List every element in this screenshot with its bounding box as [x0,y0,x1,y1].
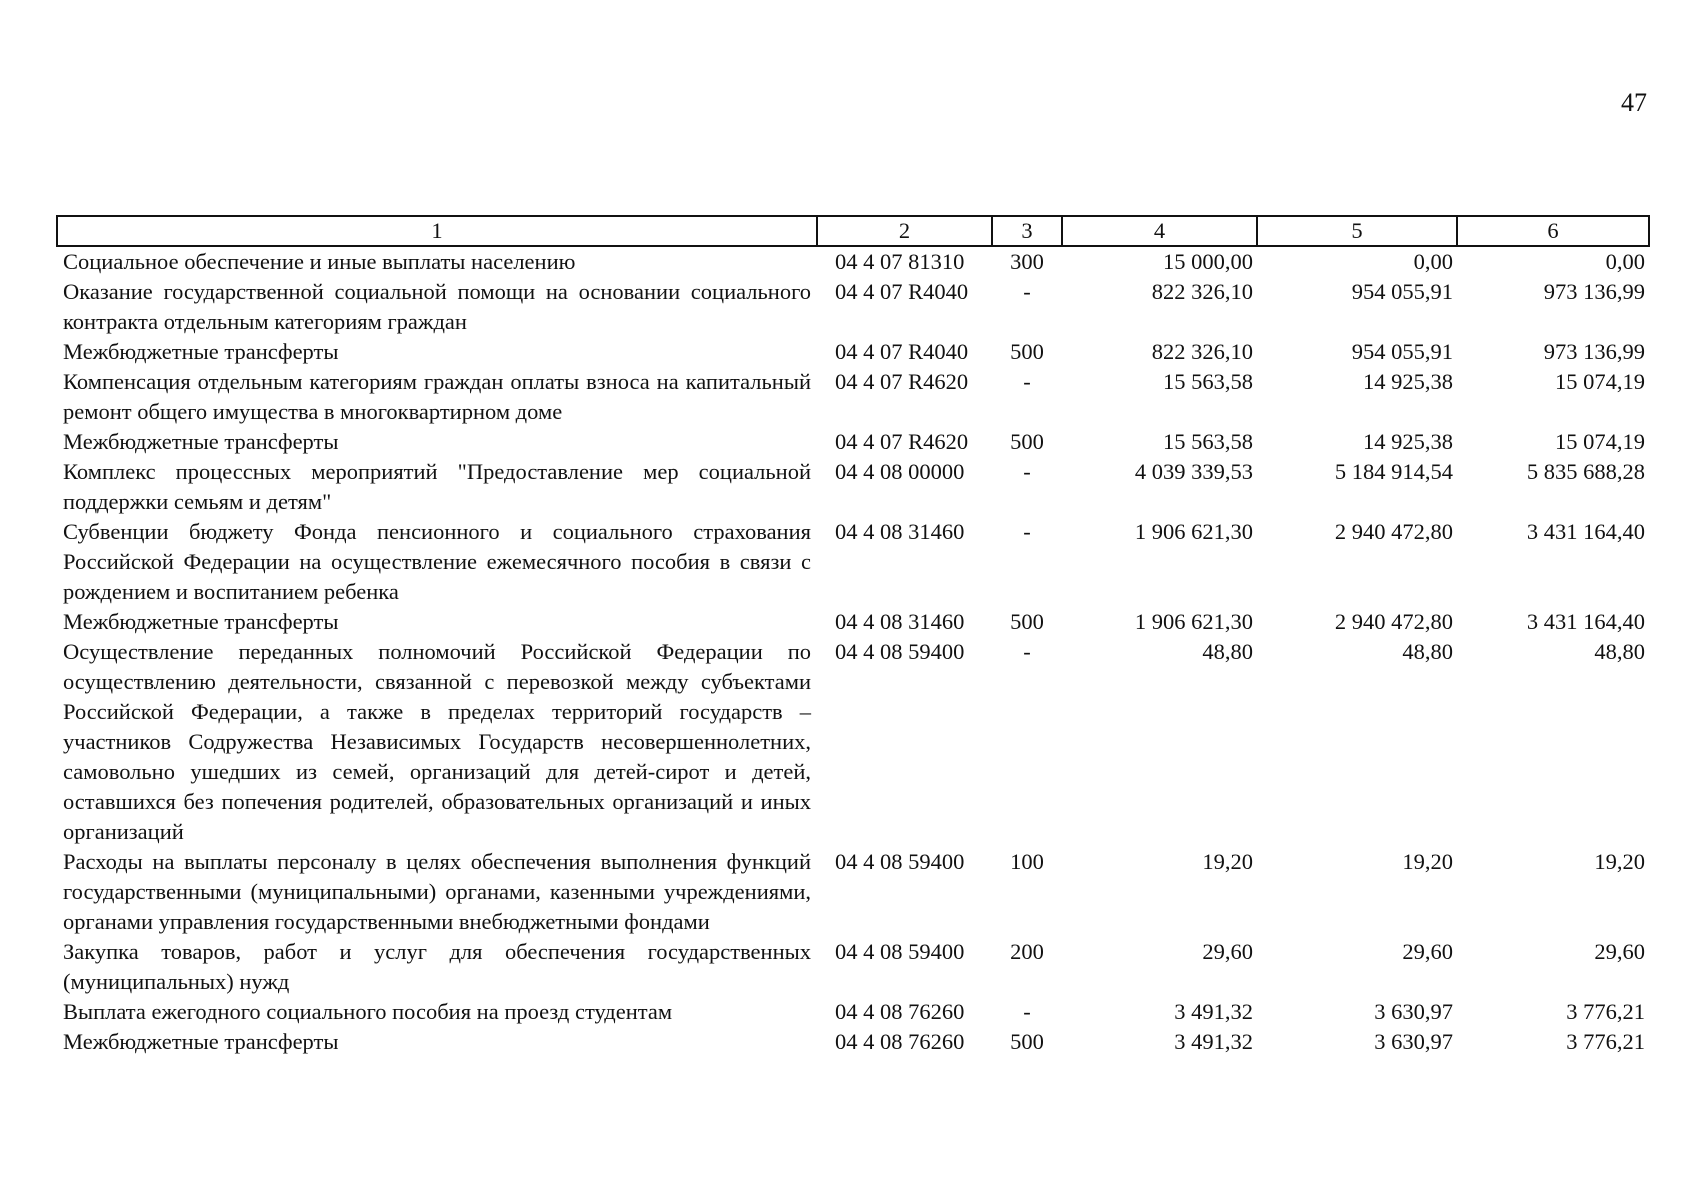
table-row [57,427,1649,457]
table-row [57,367,1649,427]
row-code: 04 4 08 59400 [835,849,965,874]
row-value-3: 0,00 [1605,249,1645,274]
header-col-4: 4 [1062,216,1257,246]
row-value-2: 29,60 [1402,939,1453,964]
row-value-3: 3 776,21 [1566,1029,1645,1054]
table-header-row [57,216,1649,246]
header-col-1: 1 [57,216,817,246]
row-type: 500 [1010,429,1044,454]
row-value-1: 3 491,32 [1174,1029,1253,1054]
row-code: 04 4 08 59400 [835,939,965,964]
row-value-3: 973 136,99 [1543,279,1645,304]
row-name: Расходы на выплаты персоналу в целях обеспечения выполнения функций государственными (муниципальными) органами, казенными учреждениями, органами управления государственными внебюджетными фондами [63,849,811,934]
budget-table [56,215,1650,1057]
row-code: 04 4 07 R4040 [835,279,969,304]
row-code: 04 4 08 31460 [835,519,965,544]
row-value-1: 15 563,58 [1163,429,1253,454]
header-col-3: 3 [992,216,1062,246]
row-value-2: 954 055,91 [1351,339,1453,364]
row-value-3: 3 776,21 [1566,999,1645,1024]
row-name: Выплата ежегодного социального пособия на проезд студентам [63,999,673,1024]
row-code: 04 4 08 00000 [835,459,965,484]
row-name: Межбюджетные трансферты [63,429,339,454]
row-value-1: 15 000,00 [1163,249,1253,274]
header-col-2: 2 [817,216,992,246]
row-value-3: 48,80 [1594,639,1645,664]
row-value-3: 15 074,19 [1555,369,1645,394]
row-name: Комплекс процессных мероприятий "Предоставление мер социальной поддержки семьям и детям" [63,459,811,514]
row-value-3: 3 431 164,40 [1526,609,1645,634]
row-name: Осуществление переданных полномочий Российской Федерации по осуществлению деятельности, связанной с перевозкой между субъектами Российской Федерации, а также в пределах территорий государств – участников Содружества Независимых Государств несовершеннолетних, самовольно ушедших из семей, организаций для детей-сирот и детей, оставшихся без попечения родителей, образовательных организаций и иных организаций [63,639,811,844]
row-type: 500 [1010,609,1044,634]
row-value-3: 973 136,99 [1543,339,1645,364]
row-value-3: 3 431 164,40 [1526,519,1645,544]
row-value-1: 48,80 [1202,639,1253,664]
table-row [57,1027,1649,1057]
table-row [57,637,1649,847]
row-type: - [1023,999,1031,1024]
row-value-1: 4 039 339,53 [1134,459,1253,484]
row-code: 04 4 08 76260 [835,1029,965,1054]
row-type: 100 [1010,849,1044,874]
row-name: Межбюджетные трансферты [63,1029,339,1054]
table-row [57,937,1649,997]
row-value-2: 0,00 [1413,249,1453,274]
row-value-2: 2 940 472,80 [1334,519,1453,544]
header-col-6: 6 [1457,216,1649,246]
row-code: 04 4 07 R4040 [835,339,969,364]
row-code: 04 4 07 R4620 [835,429,969,454]
table-row [57,607,1649,637]
row-code: 04 4 08 59400 [835,639,965,664]
row-name: Межбюджетные трансферты [63,339,339,364]
row-value-3: 15 074,19 [1555,429,1645,454]
row-value-1: 1 906 621,30 [1134,519,1253,544]
row-name: Межбюджетные трансферты [63,609,339,634]
table-row [57,277,1649,337]
row-value-2: 3 630,97 [1374,1029,1453,1054]
row-name: Закупка товаров, работ и услуг для обеспечения государственных (муниципальных) нужд [63,939,811,994]
row-name: Оказание государственной социальной помощи на основании социального контракта отдельным категориям граждан [63,279,811,334]
table-row [57,337,1649,367]
row-type: 500 [1010,339,1044,364]
table-row [57,246,1649,277]
row-value-1: 3 491,32 [1174,999,1253,1024]
table-row [57,517,1649,607]
row-code: 04 4 08 76260 [835,999,965,1024]
row-type: - [1023,639,1031,664]
row-type: - [1023,519,1031,544]
row-type: - [1023,279,1031,304]
row-value-2: 19,20 [1402,849,1453,874]
header-col-5: 5 [1257,216,1457,246]
table-body [57,246,1649,1057]
row-value-1: 15 563,58 [1163,369,1253,394]
row-code: 04 4 07 R4620 [835,369,969,394]
page-number: 47 [1621,88,1647,117]
row-value-1: 822 326,10 [1151,339,1253,364]
row-value-2: 5 184 914,54 [1334,459,1453,484]
table-row [57,847,1649,937]
row-type: - [1023,369,1031,394]
row-value-1: 29,60 [1202,939,1253,964]
row-type: 200 [1010,939,1044,964]
row-type: 500 [1010,1029,1044,1054]
row-name: Субвенции бюджету Фонда пенсионного и социального страхования Российской Федерации на осуществление ежемесячного пособия в связи с рождением и воспитанием ребенка [63,519,811,604]
row-value-3: 29,60 [1594,939,1645,964]
row-value-1: 19,20 [1202,849,1253,874]
row-value-1: 822 326,10 [1151,279,1253,304]
row-code: 04 4 08 31460 [835,609,965,634]
row-type: - [1023,459,1031,484]
row-value-2: 14 925,38 [1363,369,1453,394]
row-name: Компенсация отдельным категориям граждан оплаты взноса на капитальный ремонт общего имущества в многоквартирном доме [63,369,811,424]
row-type: 300 [1010,249,1044,274]
row-value-2: 14 925,38 [1363,429,1453,454]
row-value-3: 5 835 688,28 [1526,459,1645,484]
table-row [57,997,1649,1027]
table-row [57,457,1649,517]
row-value-3: 19,20 [1594,849,1645,874]
row-value-1: 1 906 621,30 [1134,609,1253,634]
row-code: 04 4 07 81310 [835,249,965,274]
row-name: Социальное обеспечение и иные выплаты населению [63,249,576,274]
row-value-2: 3 630,97 [1374,999,1453,1024]
row-value-2: 48,80 [1402,639,1453,664]
row-value-2: 954 055,91 [1351,279,1453,304]
row-value-2: 2 940 472,80 [1334,609,1453,634]
